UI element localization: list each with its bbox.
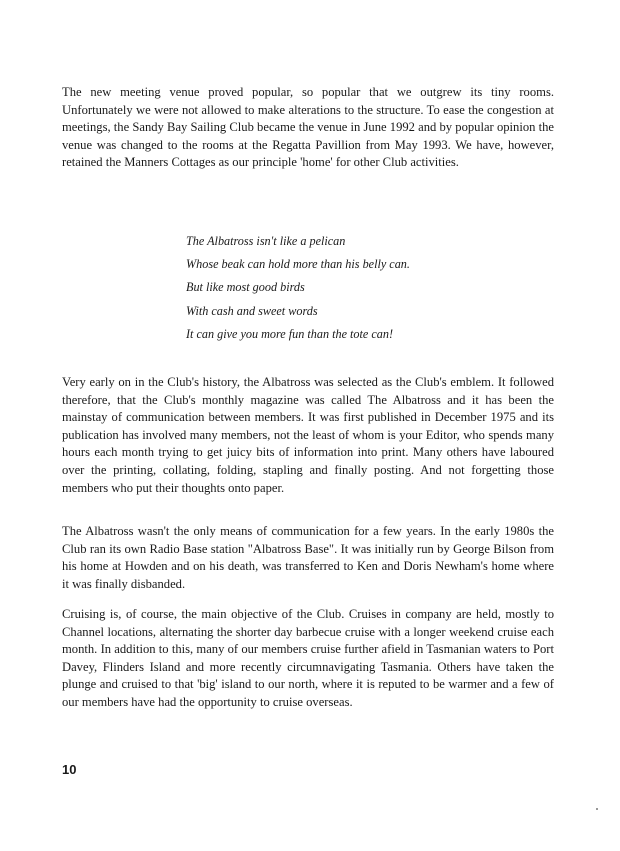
poem-line: Whose beak can hold more than his belly can. bbox=[186, 257, 410, 272]
paragraph-radio-base: The Albatross wasn't the only means of communication for a few years. In the early 1980s the Club ran its own Radio Base station "Albatross Base". It was initially run by George Bilson from his home at Howden and on his death, was transferred to Ken and Doris Newham's home where it was finally disbanded. bbox=[62, 524, 554, 591]
paragraph-meeting-venue: The new meeting venue proved popular, so popular that we outgrew its tiny rooms. Unfortunately we were not allowed to make alterations to the structure. To ease the congestion at meetings, the Sandy Bay Sailing Club became the venue in June 1992 and by popular opinion the venue was changed to the rooms at the Regatta Pavillion from May 1993. We have, however, retained the Manners Cottages as our principle 'home' for other Club activities. bbox=[62, 85, 554, 170]
paragraph-albatross-magazine: Very early on in the Club's history, the Albatross was selected as the Club's emblem. It followed therefore, that the Club's monthly magazine was called The Albatross and it has been the mainstay of communication between members. It was first published in December 1975 and its publication has involved many members, not the least of whom is your Editor, who spends many hours each month trying to get juicy bits of information into print. Many others have laboured over the printing, collating, folding, stapling and finally posting. And not forgetting those members who put their thoughts onto paper. bbox=[62, 375, 554, 495]
scan-speck bbox=[596, 808, 598, 810]
albatross-poem bbox=[186, 230, 486, 346]
poem-line: The Albatross isn't like a pelican bbox=[186, 234, 346, 248]
poem-line: It can give you more fun than the tote can! bbox=[186, 326, 394, 341]
poem-line: With cash and sweet words bbox=[186, 303, 318, 318]
paragraph-cruising: Cruising is, of course, the main objective of the Club. Cruises in company are held, mostly to Channel locations, alternating the shorter day barbecue cruise with a longer weekend cruise each month. In addition to this, many of our members cruise further afield in Tasmanian waters to Port Davey, Flinders Island and more recently circumnavigating Tasmania. Others have taken the plunge and cruised to that 'big' island to our north, where it is reputed to be warmer and a few of our members have had the opportunity to cruise overseas. bbox=[62, 607, 554, 709]
page-number: 10 bbox=[62, 762, 77, 777]
poem-line: But like most good birds bbox=[186, 280, 305, 295]
